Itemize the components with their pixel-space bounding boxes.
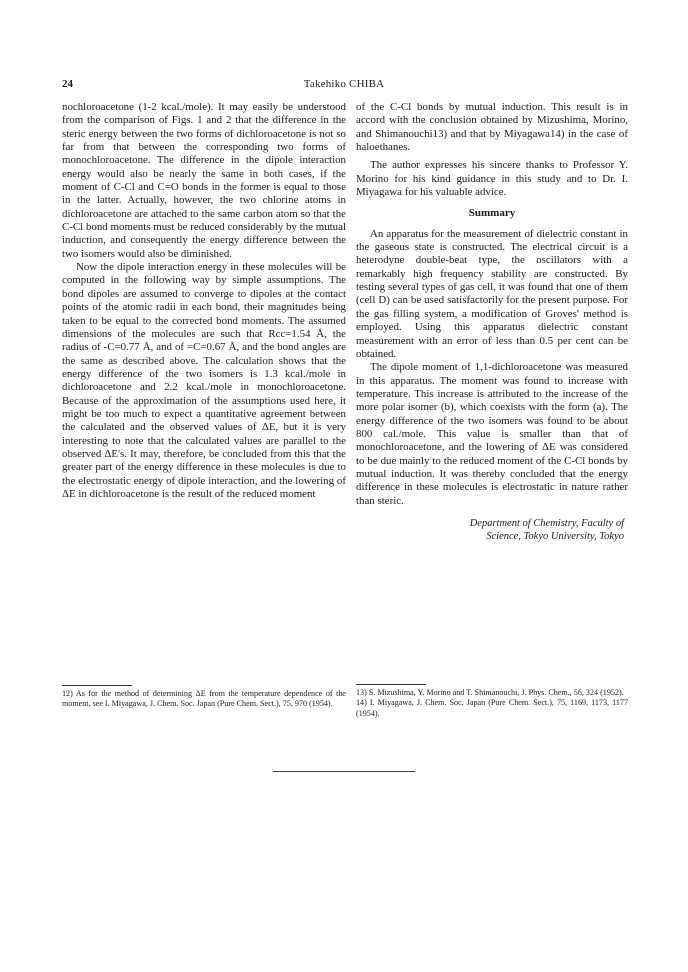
footnotes-right (356, 688, 628, 719)
end-rule (273, 771, 415, 772)
body-paragraph: of the C-Cl bonds by mutual induction. This result is in accord with the conclusion obtained by Mizushima, Morino, and Shimanouchi13) and that by Miyagawa14) in the case of haloethanes. (356, 101, 628, 154)
acknowledgement-paragraph: The author expresses his sincere thanks to Professor Y. Morino for his kind guidance in this study and to Dr. I. Miyagawa for his valuable advice. (356, 159, 628, 199)
footnote-rule (62, 685, 132, 686)
footnotes-left (62, 689, 346, 710)
body-paragraph: nochloroacetone (1-2 kcal./mole). It may easily be understood from the comparison of Figs. 1 and 2 that the difference in the steric energy between the two forms of dichloroacetone is not so far from that between the corresponding two forms of monochloroacetone. The difference in the dipole interaction energy would also be nearly the same in both cases, if the moment of C-Cl and C=O bonds in the former is equal to those in the latter. Actually, however, the two chlorine atoms in dichloroacetone are attached to the same carbon atom so that the C-Cl bond moments must be reduced considerably by the mutual induction, and consequently the energy difference between the two isomers would also be diminished. (62, 101, 346, 260)
footnote: 13) S. Mizushima, Y. Morino and T. Shimanouchi, J. Phys. Chem., 56, 324 (1952). (356, 688, 624, 697)
affiliation-line: Science, Tokyo University, Tokyo (486, 530, 624, 542)
right-column (356, 101, 628, 543)
affiliation (356, 517, 628, 543)
body-paragraph: Now the dipole interaction energy in these molecules will be computed in the following way by simple assumptions. The bond dipoles are assumed to converge to dipoles at the contact points of the atomic radii in each bond, their magnitudes being taken to be equal to the corrected bond moments. The assumed dimensions of the molecules are such that Rcc=1.54 Å, the radius of -C=0.77 Å, and of =C=0.67 Å, and the bond angles are the same as described above. The calculation shows that the energy difference of the two isomers is 1.3 kcal./mole in dichloroacetone and 2.2 kcal./mole in monochloroacetone. Because of the approximation of the assumptions used here, it might be too much to expect a quantitative agreement between the calculated and the observed values of ΔE, but it is very interesting to note that the calculated values are parallel to the observed ΔE's. It may, therefore, be concluded from this that the greater part of the energy difference in these molecules is due to the electrostatic energy of dipole interaction, and the lowering of ΔE in dichloroacetone is the result of the reduced moment (62, 261, 346, 500)
page-number: 24 (62, 78, 73, 90)
footnote: 14) I. Miyagawa, J. Chem. Soc. Japan (Pure Chem. Sect.), 75, 1169, 1173, 1177 (1954). (356, 698, 628, 718)
affiliation-line: Department of Chemistry, Faculty of (469, 517, 624, 529)
summary-heading: Summary (468, 207, 516, 220)
summary-paragraph: The dipole moment of 1,1-dichloroacetone was measured in this apparatus. The moment was found to increase with temperature. This increase is attributed to the increase of the more polar isomer (b), which coexists with the form (a). The energy difference of the two isomers was found to be about 800 cal./mole. This value is smaller than that of monochloroacetone, and the lowering of ΔE was considered to be due mainly to the reduced moment of the C-Cl bonds by mutual induction. It was thereby concluded that the energy difference in these molecules is electrostatic in nature rather than steric. (356, 361, 628, 507)
summary-paragraph: An apparatus for the measurement of dielectric constant in the gaseous state is constructed. The electrical circuit is a heterodyne double-beat type, the oscillators with a remarkably high frequency stability are constructed. By testing several types of gas cell, it was found that one of them (cell D) can be used satisfactorily for the present purpose. For the gas filling system, a modification of Groves' method is employed. Using this apparatus dielectric constant measurement with an error of less than 0.5 per cent can be obtained. (356, 227, 628, 360)
running-head: Takehiko CHIBA (303, 78, 385, 90)
footnote: 12) As for the method of determining ΔE from the temperature dependence of the moment, see I. Miyagawa, J. Chem. Soc. Japan (Pure Chem. Sect.), 75, 970 (1954). (62, 689, 346, 709)
left-column (62, 101, 346, 501)
footnote-rule (356, 684, 426, 685)
